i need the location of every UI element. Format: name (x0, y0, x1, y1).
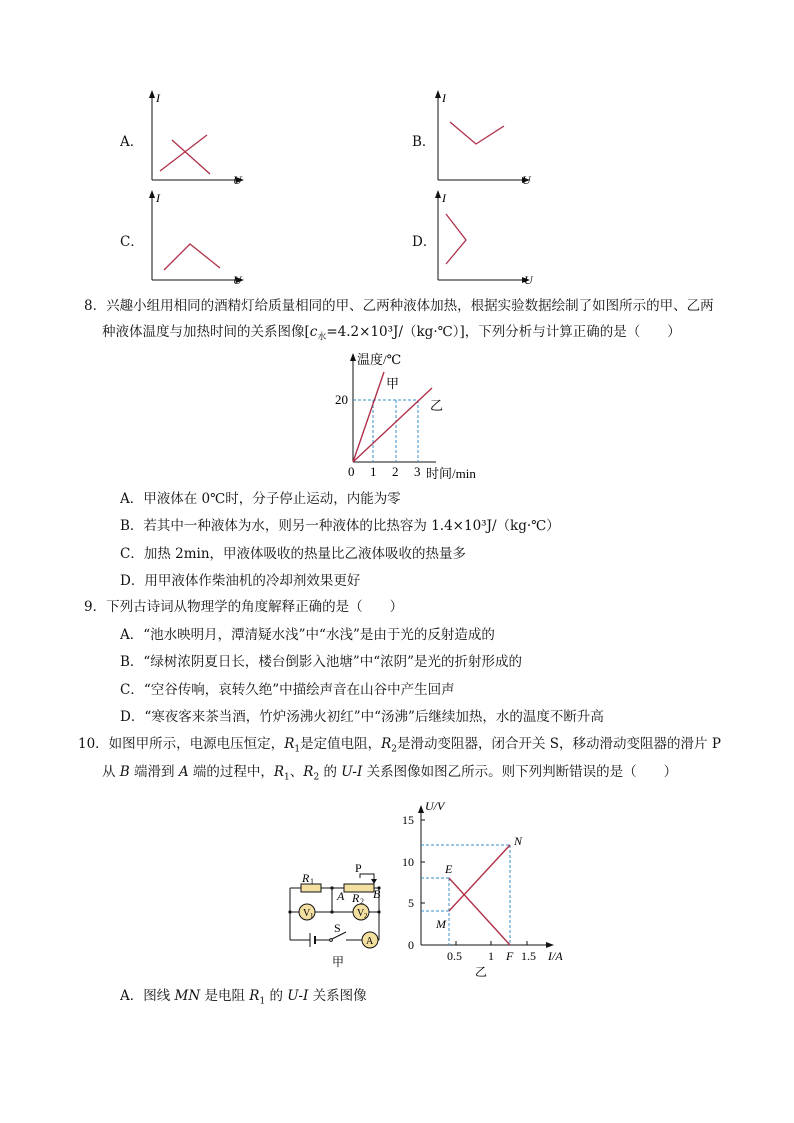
label-jia: 甲 (386, 376, 400, 391)
q9-option-b: B．“绿树浓阴夏日长，楼台倒影入池塘”中“浓阴”是光的折射形成的 (120, 654, 523, 670)
axis-u-label: U (522, 173, 531, 187)
line-mn (449, 845, 510, 911)
y-tick-20: 20 (335, 392, 348, 407)
graph-caption: 乙 (475, 965, 488, 979)
point-e: E (445, 862, 453, 876)
svg-text:V: V (357, 908, 365, 919)
svg-text:A: A (337, 889, 345, 903)
q10-option-a: A．图线 MN 是电阻 $R_1$ 的 U-I 关系图像 (120, 988, 367, 1007)
x-tick-1: 1 (370, 464, 377, 479)
svg-text:2: 2 (360, 897, 364, 906)
q8-option-d: D．用甲液体作柴油机的冷却剂效果更好 (120, 573, 361, 589)
option-letter: D． (412, 234, 437, 250)
svg-text:B: B (373, 887, 381, 901)
graph-a (140, 88, 250, 188)
svg-text:S: S (334, 921, 341, 935)
axis-u-label: U (233, 273, 242, 287)
origin-0: 0 (408, 938, 414, 952)
q10-stem-line1: 10．如图甲所示，电源电压恒定，$R_1$是定值电阻，$R_2$是滑动变阻器，闭合开关 S，移动滑动变阻器的滑片 P (78, 736, 721, 755)
q8-option-b: B．若其中一种液体为水，则另一种液体的比热容为 1.4×10³J/（kg·℃） (120, 518, 560, 534)
axis-u-label: U (233, 173, 242, 187)
x-tick-1: 1 (488, 949, 494, 963)
axis-i-label: I (442, 91, 446, 105)
point-n: N (514, 834, 523, 848)
q9-option-a: A．“池水映明月，潭清疑水浅”中“水浅”是由于光的反射造成的 (120, 627, 495, 643)
option-letter: B． (412, 134, 436, 150)
x-tick-3: 3 (414, 464, 421, 479)
q10-stem-line2: 从 B 端滑到 A 端的过程中，$R_1$、$R_2$ 的 U-I 关系图像如图乙所示。则下列判断错误的是（ ） (102, 764, 678, 783)
axis-i-label: I (156, 91, 160, 105)
x-tick-2: 2 (392, 464, 399, 479)
y-axis-label: U/V (425, 800, 445, 813)
graph-d (426, 188, 536, 288)
point-f: F (506, 949, 514, 963)
label-yi: 乙 (430, 398, 444, 413)
point-m: M (436, 917, 446, 931)
graph-c (140, 188, 250, 288)
q8-option-c: C．加热 2min，甲液体吸收的热量比乙液体吸收的热量多 (120, 546, 467, 562)
option-letter: C． (120, 234, 144, 250)
y-tick-5: 5 (408, 896, 414, 910)
y-axis-label: 温度/℃ (357, 352, 402, 367)
y-tick-10: 10 (402, 855, 414, 869)
svg-text:R: R (302, 871, 310, 885)
svg-text:V: V (303, 908, 311, 919)
y-tick-15: 15 (402, 813, 414, 827)
option-letter: A． (120, 134, 144, 150)
q8-stem-line2: 种液体温度与加热时间的关系图像$[c_水=4.2\times 10^3J/(kg\cdot℃)]$，下列分析与计算正确的是（ ） (102, 324, 681, 343)
x-tick-0-5: 0.5 (447, 949, 462, 963)
axis-u-label: U (524, 273, 533, 287)
svg-text:2: 2 (364, 912, 368, 920)
q9-option-d: D．“寒夜客来茶当酒，竹炉汤沸火初红”中“汤沸”后继续加热，水的温度不断升高 (120, 709, 604, 725)
svg-text:R: R (352, 891, 360, 905)
x-tick-1-5: 1.5 (521, 949, 536, 963)
x-tick-0: 0 (348, 464, 355, 479)
graph-b (426, 88, 536, 188)
q10-ui-graph (400, 800, 580, 980)
svg-text:P: P (355, 862, 362, 875)
svg-text:1: 1 (310, 877, 314, 886)
circuit-caption: 甲 (332, 955, 345, 969)
q8-option-a: A．甲液体在 0℃时，分子停止运动，内能为零 (120, 491, 401, 507)
q9-option-c: C．“空谷传响，哀转久绝”中描绘声音在山谷中产生回声 (120, 682, 455, 698)
x-axis-label: I/A (548, 949, 563, 963)
x-axis-label: 时间/min (426, 466, 476, 481)
line-ef (449, 878, 510, 945)
q10-circuit-diagram (282, 862, 402, 972)
q9-stem: 9．下列古诗词从物理学的角度解释正确的是（ ） (84, 599, 404, 615)
svg-text:A: A (366, 936, 374, 947)
axis-i-label: I (442, 191, 446, 205)
q8-stem-line1: 8．兴趣小组用相同的酒精灯给质量相同的甲、乙两种液体加热，根据实验数据绘制了如图所示的甲、乙两 (84, 298, 714, 314)
svg-text:1: 1 (310, 912, 314, 920)
axis-i-label: I (156, 191, 160, 205)
q8-temperature-graph (326, 350, 496, 485)
